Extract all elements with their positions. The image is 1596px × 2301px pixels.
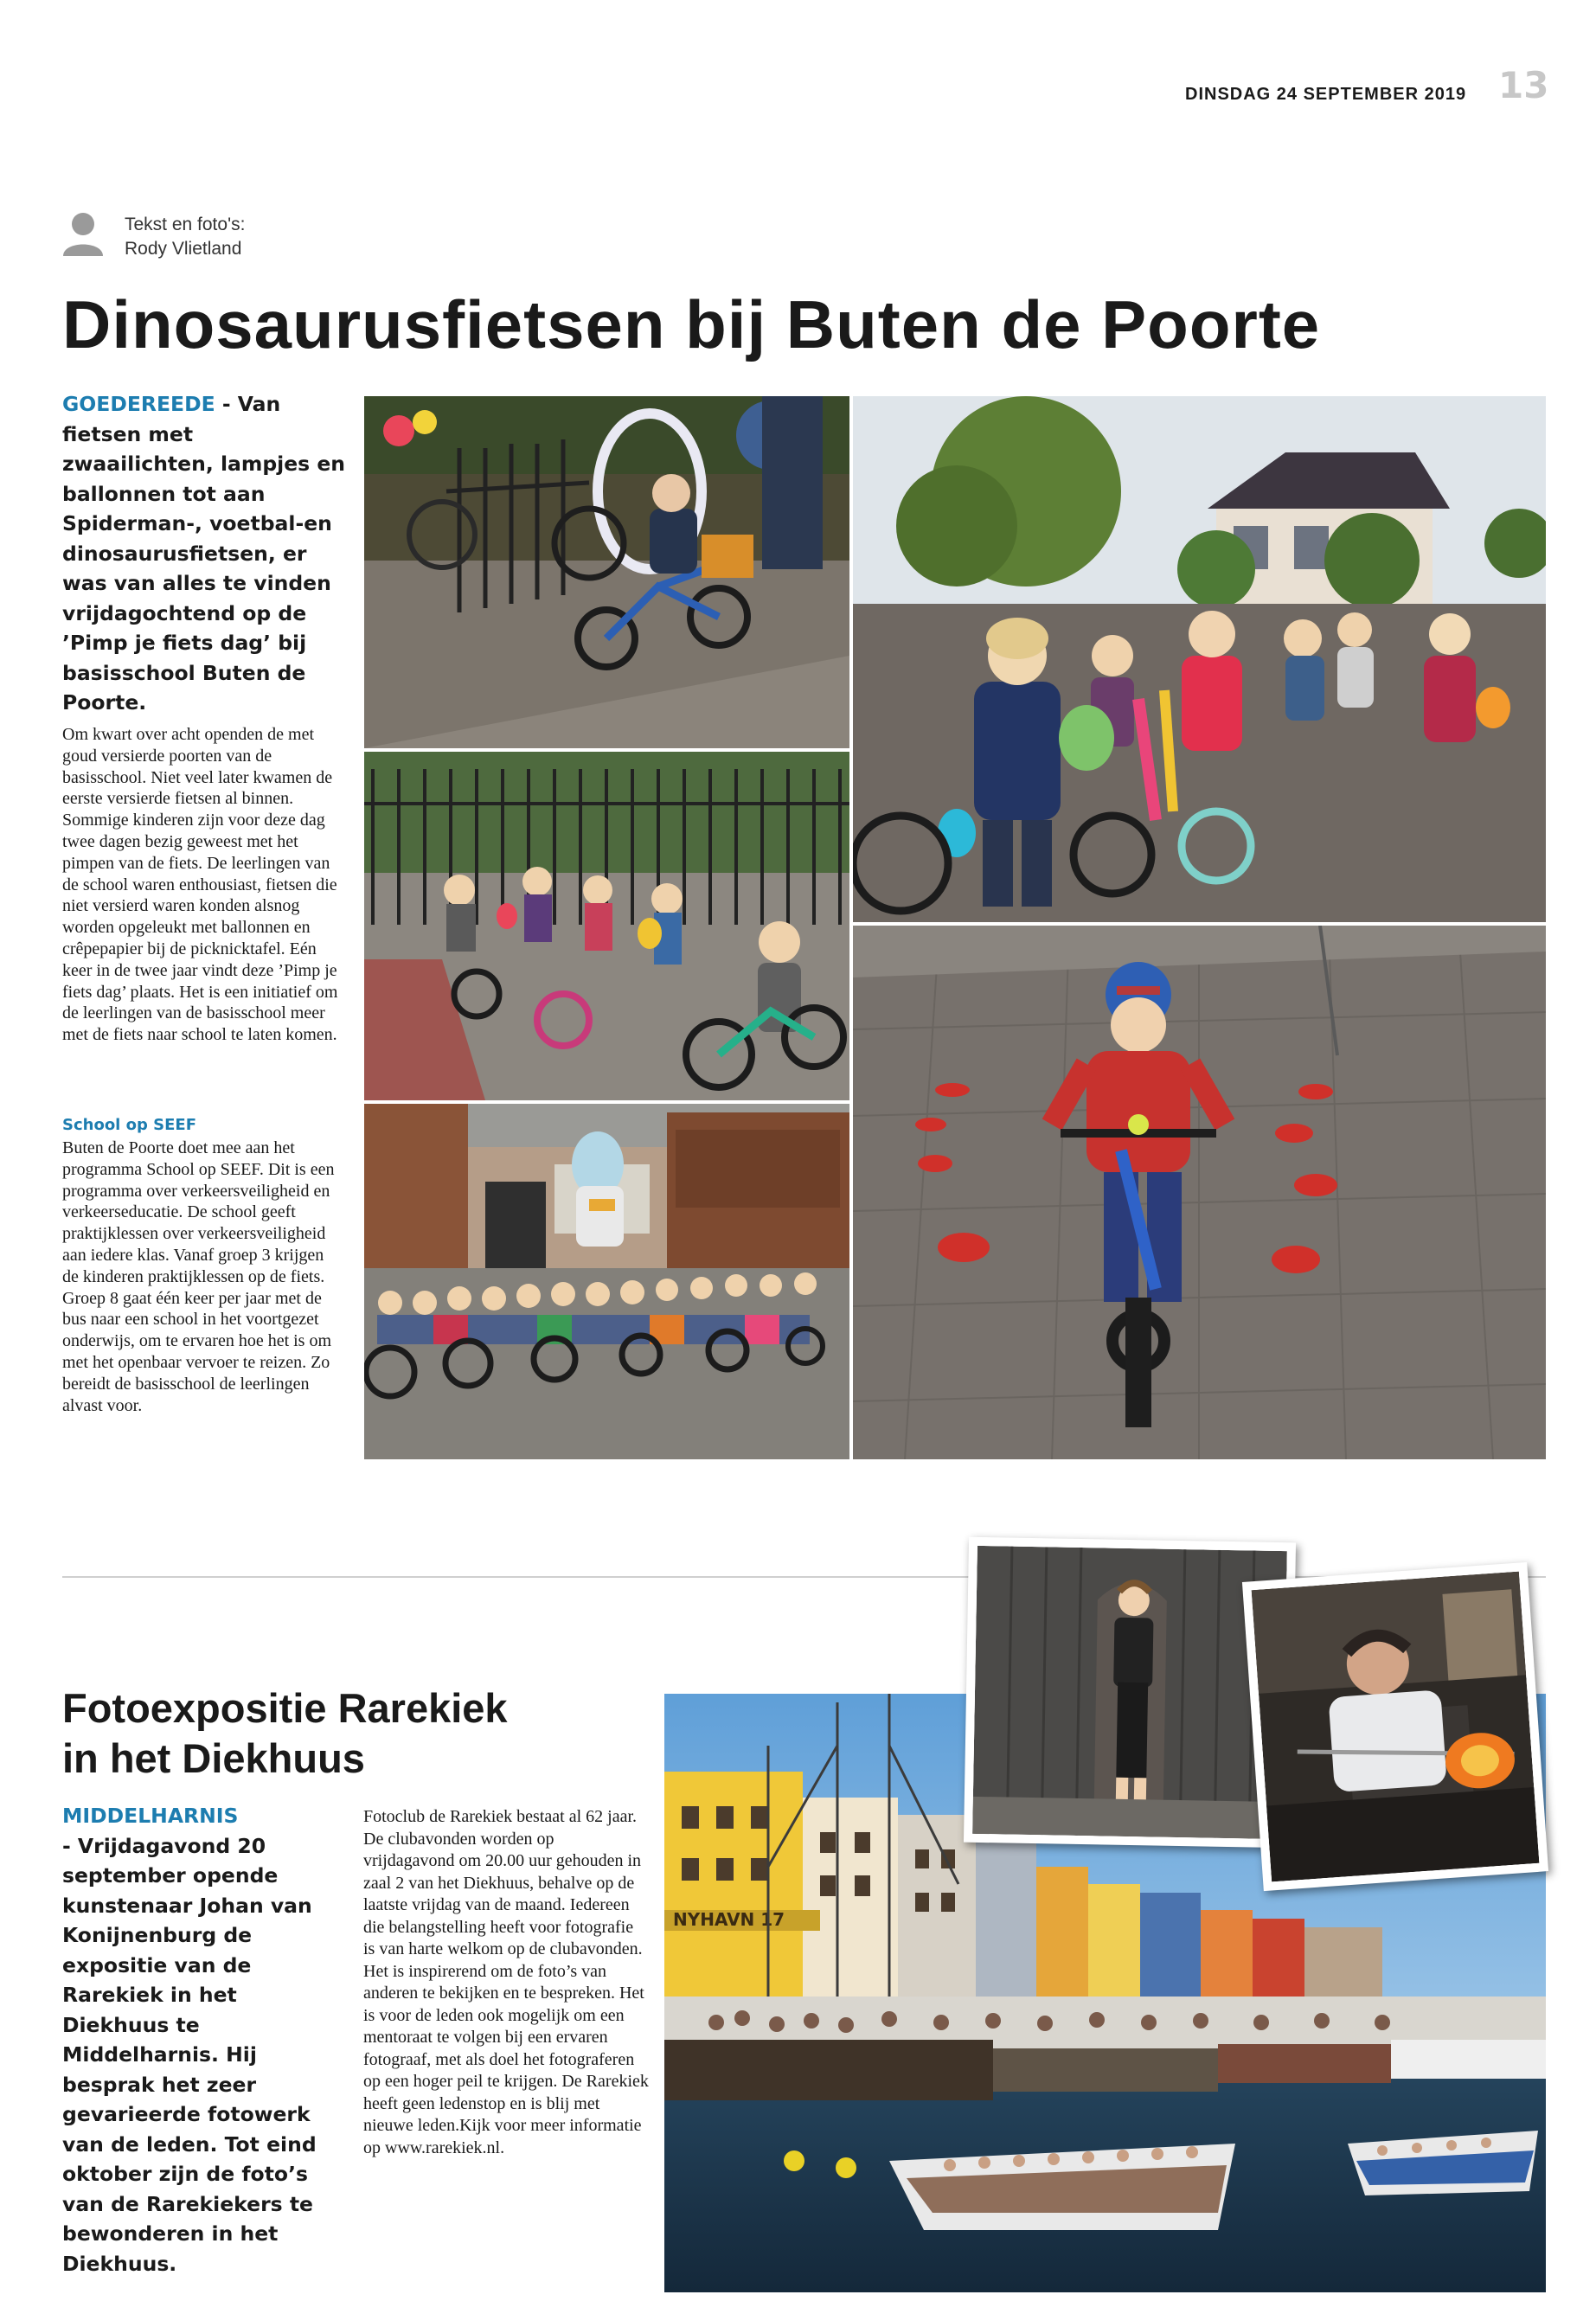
subheading: School op SEEF	[62, 1116, 196, 1134]
article-2-title	[62, 1683, 508, 1784]
article-body-1: Om kwart over acht openden de met goud versierde poorten van de basisschool. Niet veel later kwamen de eerste versierde fietsen al binnen. Sommige kinderen zijn voor deze dag twee dagen bezig geweest met het pimpen van de fiets. De leerlingen van de school waren enthousiast, fietsen die niet versierd waren konden alsnog worden opgeleukt met ballonnen en crêpepapier bij de picknicktafel. Eén keer in de twee jaar vindt deze ’Pimp je fiets dag’ plaats. Het is een initiatief om de leerlingen van de basisschool meer met de fiets naar school te laten komen.	[62, 725, 338, 1045]
nyhavn-sign: NYHAVN 17	[673, 1909, 785, 1930]
lead-2-text: - Vrijdagavond 20 september opende kunstenaar Johan van Konijnenburg de expositie van de Rarekiek in het Diekhuus te Middelharnis. Hij besprak het zeer gevarieerde fotowerk van de leden. Tot eind oktober zijn de foto’s van de Rarekiekers te bewonderen in het Diekhuus.	[62, 1833, 317, 2276]
polaroid-glass-blower	[1242, 1562, 1548, 1891]
issue-date: DINSDAG 24 SEPTEMBER 2019	[1185, 85, 1467, 104]
article-2-lead	[62, 1801, 348, 2279]
article-2-body: Fotoclub de Rarekiek bestaat al 62 jaar. De clubavonden worden op vrijdagavond om 20.00 uur gehouden in zaal 2 van het Diekhuus, behalve op de laatste vrijdag van de maand. Iedereen die belangstelling heeft voor fotografie is van harte welkom op de clubavonden. Het is inspirerend om de foto’s van anderen te bekijken en te bespreken. Het is voor de leden ook mogelijk om een mentoraat te volgen bij een ervaren fotograaf, met als doel het fotograferen op een hoger peil te krijgen. De Rarekiek heeft geen ledenstop en is blij met nieuwe leden.Kijk voor meer informatie op www.rarekiek.nl.	[363, 1807, 649, 2157]
photo-boy-bike-gate	[364, 396, 849, 748]
lead-2-city: MIDDELHARNIS	[62, 1804, 239, 1828]
article-2-title-line2: in het Diekhuus	[62, 1735, 365, 1781]
article-body-2: Buten de Poorte doet mee aan het programma School op SEEF. Dit is een programma over verkeersveiligheid en verkeerseducatie. De school geeft praktijklessen over verkeersveiligheid aan iedere klas. Vanaf groep 3 krijgen de kinderen praktijklessen op de fiets. Groep 8 gaat één keer per jaar met de bus naar een school in het voortgezet onderwijs, om te ervaren hoe het is om met het openbaar vervoer te reizen. Zo bereidt de basisschool de leerlingen alvast voor.	[62, 1138, 335, 1415]
author-name: Rody Vlietland	[125, 239, 242, 259]
lead-text: - Van fietsen met zwaailichten, lampjes en ballonnen tot aan Spiderman-, voetbal-en dinosaurusfietsen, er was van alles te vinden vrijdagochtend op de ’Pimp je fiets dag’ bij basisschool Buten de Poorte.	[62, 392, 345, 715]
author-icon	[62, 211, 104, 256]
photo-school-building-mascot	[364, 1104, 849, 1459]
article-lead	[62, 389, 348, 718]
article-2-title-line1: Fotoexpositie Rarekiek	[62, 1685, 508, 1731]
page-number: 13	[1498, 64, 1549, 106]
lead-city: GOEDEREEDE	[62, 392, 215, 416]
article-title: Dinosaurusfietsen bij Buten de Poorte	[62, 286, 1321, 362]
photo-kids-with-bikes	[853, 396, 1546, 922]
author-label: Tekst en foto's:	[125, 215, 246, 234]
photo-kids-on-bikes-fence	[364, 752, 849, 1100]
author-credit	[125, 213, 245, 261]
photo-spiderman-boy-bike	[853, 926, 1546, 1459]
